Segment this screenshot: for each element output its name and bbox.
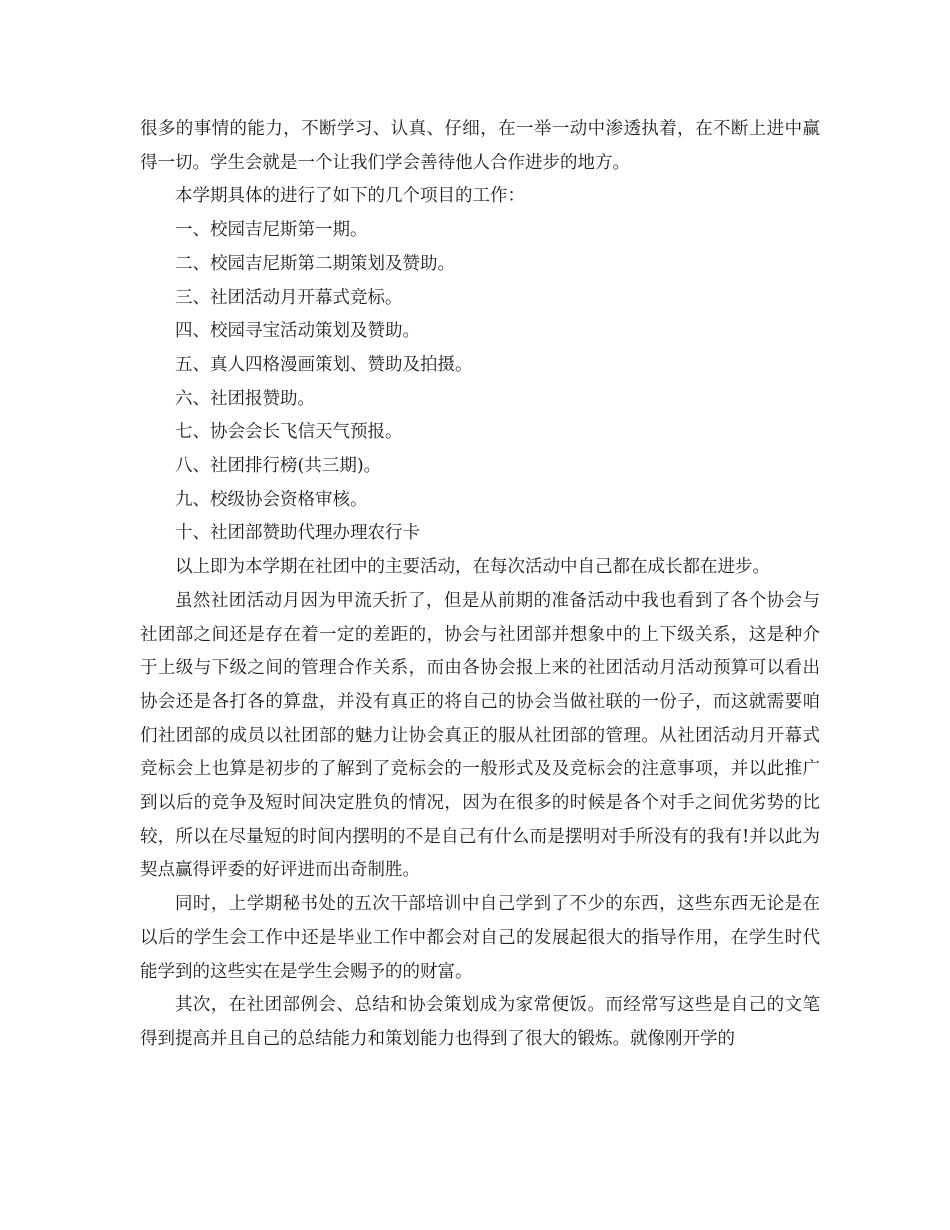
list-item-project-3: 三、社团活动月开幕式竞标。 bbox=[175, 287, 403, 308]
list-item-project-5: 五、真人四格漫画策划、赞助及拍摄。 bbox=[175, 354, 473, 375]
paragraph-meetings: 其次，在社团部例会、总结和协会策划成为家常便饭。而经常写这些是自己的文笔得到提高并且自己的总结能力和策划能力也得到了很大的锻炼。就像刚开学的 bbox=[140, 995, 820, 1049]
paragraph-training: 同时，上学期秘书处的五次干部培训中自己学到了不少的东西，这些东西无论是在以后的学生会工作中还是毕业工作中都会对自己的发展起很大的指导作用，在学生时代能学到的这些实在是学生会赐予的的财富。 bbox=[140, 894, 820, 982]
document-body bbox=[140, 113, 820, 1057]
list-item-project-7: 七、协会会长飞信天气预报。 bbox=[175, 422, 403, 443]
paragraph-projects-intro: 本学期具体的进行了如下的几个项目的工作： bbox=[175, 186, 525, 207]
list-item-project-2: 二、校园吉尼斯第二期策划及赞助。 bbox=[175, 253, 455, 274]
paragraph-summary: 以上即为本学期在社团中的主要活动，在每次活动中自己都在成长都在进步。 bbox=[175, 557, 770, 578]
list-item-project-6: 六、社团报赞助。 bbox=[175, 388, 315, 409]
list-item-project-1: 一、校园吉尼斯第一期。 bbox=[175, 220, 368, 241]
paragraph-activity-month: 虽然社团活动月因为甲流夭折了，但是从前期的准备活动中我也看到了各个协会与社团部之间还是存在着一定的差距的，协会与社团部并想象中的上下级关系，这是种介于上级与下级之间的管理合作关系，而由各协会报上来的社团活动月活动预算可以看出协会还是各打各的算盘，并没有真正的将自己的协会当做社联的一份子，而这就需要咱们社团部的成员以社团部的魅力让协会真正的服从社团部的管理。从社团活动月开幕式竞标会上也算是初步的了解到了竞标会的一般形式及及竞标会的注意事项，并以此推广到以后的竞争及短时间决定胜负的情况，因为在很多的时候是各个对手之间优劣势的比较，所以在尽量短的时间内摆明的不是自己有什么而是摆明对手所没有的我有!并以此为契点赢得评委的好评进而出奇制胜。 bbox=[140, 590, 820, 881]
list-item-project-8: 八、社团排行榜(共三期)。 bbox=[175, 456, 382, 477]
list-item-project-9: 九、校级协会资格审核。 bbox=[175, 489, 368, 510]
list-item-project-10: 十、社团部赞助代理办理农行卡 bbox=[175, 523, 420, 544]
paragraph-intro-continuation: 很多的事情的能力，不断学习、认真、仔细，在一举一动中渗透执着，在不断上进中赢得一切。学生会就是一个让我们学会善待他人合作进步的地方。 bbox=[140, 119, 820, 173]
list-item-project-4: 四、校园寻宝活动策划及赞助。 bbox=[175, 321, 420, 342]
